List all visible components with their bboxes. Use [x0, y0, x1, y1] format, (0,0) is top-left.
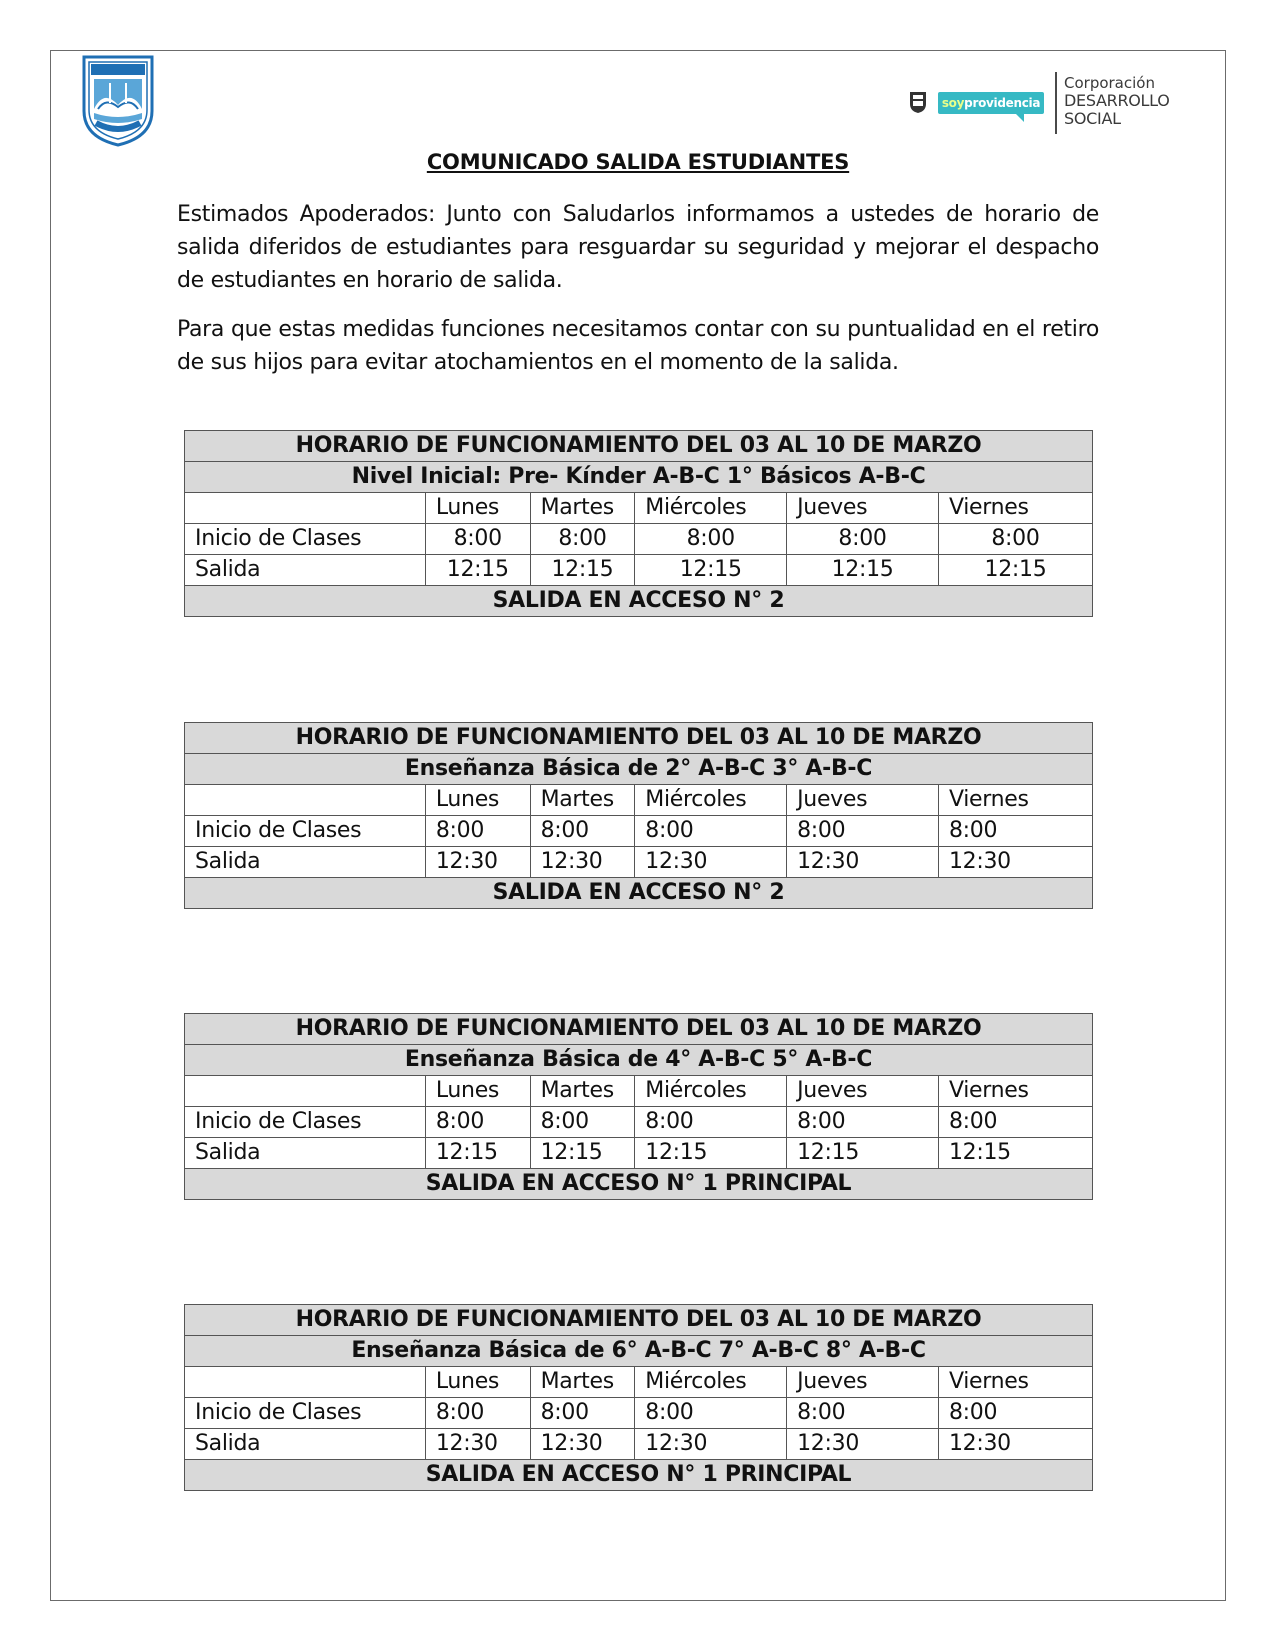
day-header: Lunes	[425, 1367, 530, 1398]
table-footer-exit: SALIDA EN ACCESO N° 2	[185, 878, 1093, 909]
time-cell: 8:00	[938, 816, 1092, 847]
day-header: Miércoles	[635, 1367, 787, 1398]
time-cell: 12:15	[938, 1138, 1092, 1169]
document-title: COMUNICADO SALIDA ESTUDIANTES	[426, 150, 850, 174]
row-label: Inicio de Clases	[185, 1107, 426, 1138]
time-cell: 8:00	[938, 1107, 1092, 1138]
time-cell: 12:15	[787, 1138, 939, 1169]
time-cell: 12:30	[787, 847, 939, 878]
day-header: Martes	[530, 1076, 635, 1107]
row-label: Salida	[185, 1429, 426, 1460]
day-header: Miércoles	[635, 785, 787, 816]
row-label: Inicio de Clases	[185, 816, 426, 847]
time-cell: 8:00	[787, 524, 939, 555]
time-cell: 8:00	[938, 524, 1092, 555]
time-cell: 8:00	[635, 1107, 787, 1138]
badge-tail	[1016, 114, 1024, 122]
day-header: Viernes	[938, 493, 1092, 524]
schedule-table	[184, 722, 1093, 909]
day-header: Viernes	[938, 1367, 1092, 1398]
row-label: Salida	[185, 555, 426, 586]
time-cell: 8:00	[787, 1107, 939, 1138]
day-header: Miércoles	[635, 493, 787, 524]
table-subtitle: Enseñanza Básica de 2° A-B-C 3° A-B-C	[185, 754, 1093, 785]
time-cell: 8:00	[635, 1398, 787, 1429]
corp-line: DESARROLLO	[1064, 91, 1170, 110]
empty-cell	[185, 785, 426, 816]
time-cell: 12:15	[425, 1138, 530, 1169]
time-cell: 12:30	[425, 847, 530, 878]
time-cell: 8:00	[635, 524, 787, 555]
day-header: Jueves	[787, 785, 939, 816]
time-cell: 8:00	[530, 1107, 635, 1138]
day-header: Viernes	[938, 785, 1092, 816]
time-cell: 12:15	[635, 555, 787, 586]
schedule-table	[184, 1304, 1093, 1491]
schedule-table	[184, 1013, 1093, 1200]
day-header: Jueves	[787, 493, 939, 524]
empty-cell	[185, 493, 426, 524]
paragraph-intro: Estimados Apoderados: Junto con Saludarlos informamos a ustedes de horario de salida diferidos de estudiantes para resguardar su seguridad y mejorar el despacho de estudiantes en horario de salida.	[177, 202, 1099, 293]
time-cell: 12:30	[530, 847, 635, 878]
municipality-seal-icon	[908, 90, 928, 114]
day-header: Martes	[530, 493, 635, 524]
day-header: Martes	[530, 785, 635, 816]
day-header: Viernes	[938, 1076, 1092, 1107]
day-header: Jueves	[787, 1367, 939, 1398]
soy-providencia-logo: soyprovidencia	[938, 92, 1044, 114]
corporation-logos	[908, 70, 1178, 134]
time-cell: 12:30	[530, 1429, 635, 1460]
time-cell: 8:00	[425, 816, 530, 847]
time-cell: 8:00	[530, 524, 635, 555]
table-row-days	[185, 1076, 1093, 1107]
row-label: Inicio de Clases	[185, 1398, 426, 1429]
day-header: Miércoles	[635, 1076, 787, 1107]
time-cell: 12:30	[425, 1429, 530, 1460]
time-cell: 12:30	[787, 1429, 939, 1460]
time-cell: 12:30	[938, 847, 1092, 878]
schedule-table	[184, 430, 1093, 617]
time-cell: 12:30	[938, 1429, 1092, 1460]
time-cell: 12:15	[530, 1138, 635, 1169]
time-cell: 8:00	[938, 1398, 1092, 1429]
table-footer-exit: SALIDA EN ACCESO N° 1 PRINCIPAL	[185, 1460, 1093, 1491]
table-row	[185, 847, 1093, 878]
table-row-days	[185, 493, 1093, 524]
school-crest-logo	[80, 53, 156, 149]
table-row-days	[185, 785, 1093, 816]
time-cell: 8:00	[425, 524, 530, 555]
row-label: Salida	[185, 847, 426, 878]
row-label: Inicio de Clases	[185, 524, 426, 555]
day-header: Lunes	[425, 785, 530, 816]
paragraph-puntualidad: Para que estas medidas funciones necesitamos contar con su puntualidad en el retiro de sus hijos para evitar atochamientos en el momento de la salida.	[177, 317, 1099, 375]
row-label: Salida	[185, 1138, 426, 1169]
table-row	[185, 524, 1093, 555]
time-cell: 8:00	[425, 1107, 530, 1138]
time-cell: 12:30	[635, 847, 787, 878]
table-title: HORARIO DE FUNCIONAMIENTO DEL 03 AL 10 DE MARZO	[185, 723, 1093, 754]
time-cell: 8:00	[425, 1398, 530, 1429]
table-title: HORARIO DE FUNCIONAMIENTO DEL 03 AL 10 DE MARZO	[185, 1014, 1093, 1045]
time-cell: 8:00	[530, 1398, 635, 1429]
table-subtitle: Enseñanza Básica de 6° A-B-C 7° A-B-C 8° A-B-C	[185, 1336, 1093, 1367]
table-row	[185, 1107, 1093, 1138]
corporacion-logo-text	[1064, 74, 1170, 128]
table-title: HORARIO DE FUNCIONAMIENTO DEL 03 AL 10 DE MARZO	[185, 431, 1093, 462]
table-subtitle: Enseñanza Básica de 4° A-B-C 5° A-B-C	[185, 1045, 1093, 1076]
time-cell: 12:15	[530, 555, 635, 586]
time-cell: 12:30	[635, 1429, 787, 1460]
time-cell: 12:15	[787, 555, 939, 586]
table-row	[185, 816, 1093, 847]
corp-line: Corporación	[1064, 74, 1155, 92]
day-header: Martes	[530, 1367, 635, 1398]
table-row	[185, 555, 1093, 586]
table-row	[185, 1429, 1093, 1460]
day-header: Lunes	[425, 493, 530, 524]
time-cell: 8:00	[635, 816, 787, 847]
table-footer-exit: SALIDA EN ACCESO N° 1 PRINCIPAL	[185, 1169, 1093, 1200]
table-row	[185, 1138, 1093, 1169]
day-header: Lunes	[425, 1076, 530, 1107]
time-cell: 8:00	[530, 816, 635, 847]
empty-cell	[185, 1367, 426, 1398]
time-cell: 8:00	[787, 816, 939, 847]
empty-cell	[185, 1076, 426, 1107]
time-cell: 12:15	[635, 1138, 787, 1169]
table-title: HORARIO DE FUNCIONAMIENTO DEL 03 AL 10 DE MARZO	[185, 1305, 1093, 1336]
logo-divider	[1055, 72, 1057, 134]
time-cell: 12:15	[425, 555, 530, 586]
table-row	[185, 1398, 1093, 1429]
corp-line: SOCIAL	[1064, 109, 1121, 128]
time-cell: 12:15	[938, 555, 1092, 586]
table-subtitle: Nivel Inicial: Pre- Kínder A-B-C 1° Básicos A-B-C	[185, 462, 1093, 493]
time-cell: 8:00	[787, 1398, 939, 1429]
table-footer-exit: SALIDA EN ACCESO N° 2	[185, 586, 1093, 617]
day-header: Jueves	[787, 1076, 939, 1107]
table-row-days	[185, 1367, 1093, 1398]
